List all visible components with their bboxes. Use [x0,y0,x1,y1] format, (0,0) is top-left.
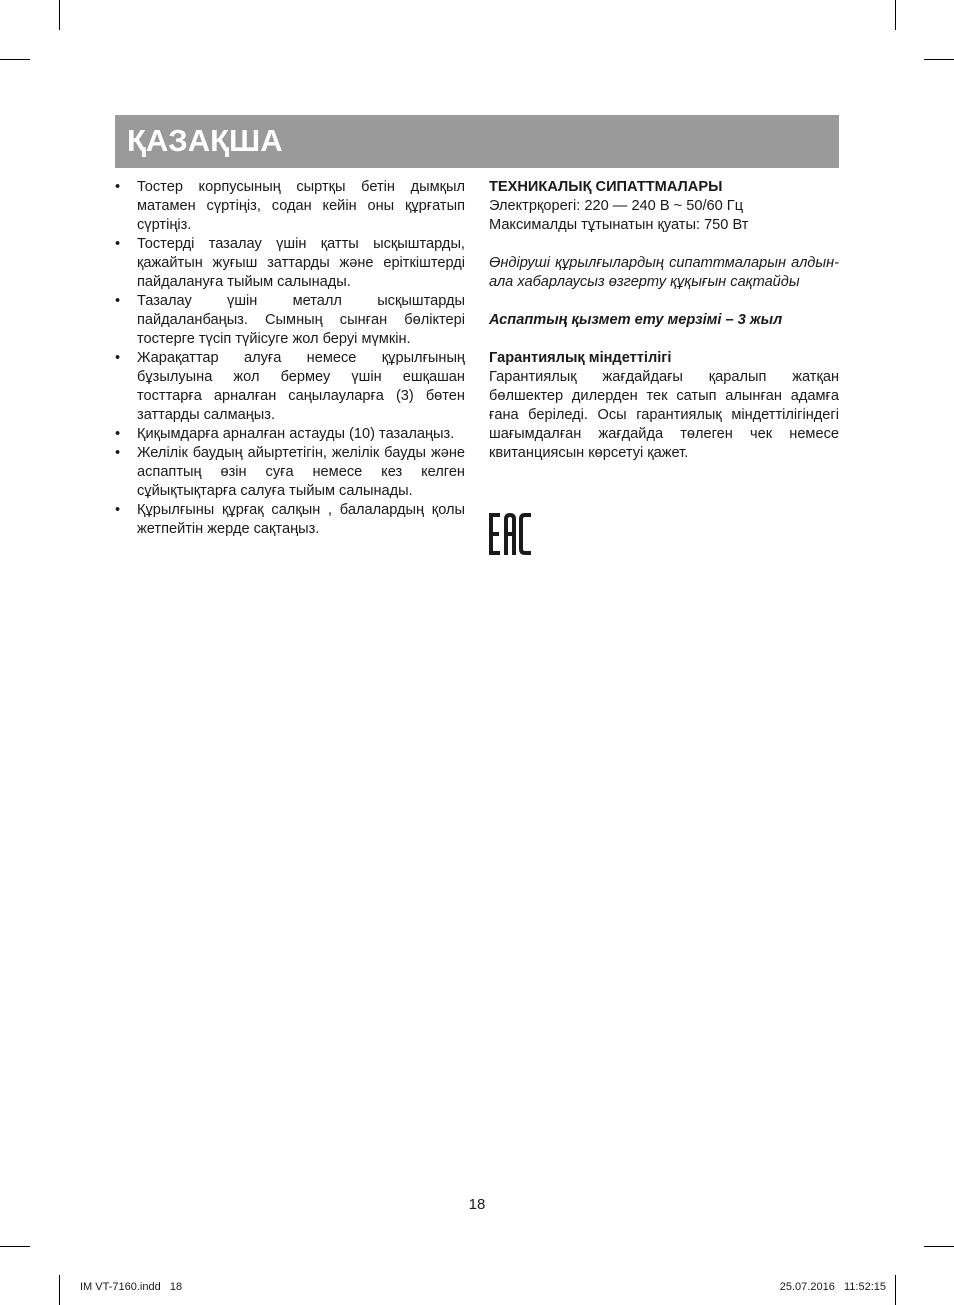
crop-mark-right-bottom [924,1246,954,1247]
cleaning-instructions-list [115,178,465,539]
crop-mark-left-top [0,59,30,60]
file-info: IM VT-7160.indd 18 [80,1281,183,1293]
right-column [489,178,839,463]
crop-mark-top-right [895,0,896,30]
bullet-icon: • [115,445,121,461]
bullet-icon: • [115,179,121,195]
bullet-icon: • [115,350,121,366]
page-number: 18 [468,1196,486,1213]
bullet-icon: • [115,293,121,309]
list-item: • Тостерді тазалау үшін қатты ысқыштарды, қажайтын жуғыш заттарды және еріткіштерді пайдалануға тыйым салынады. [115,236,465,290]
warranty-title: Гарантиялық міндеттілігі [489,350,672,366]
bullet-icon: • [115,426,121,442]
print-timestamp: 25.07.2016 11:52:15 [779,1281,886,1293]
list-item: • Желілік баудың айыртетігін, желілік бауды және аспаптың өзін суға немесе кез келген сұйықтықтарға салуға тыйым салынады. [115,445,465,499]
language-header-bar [115,115,839,168]
list-item: • Жарақаттар алуға немесе құрылғының бұзылуына жол бермеу үшін ешқашан тосттарға арналған саңылауларға (3) бөтен заттарды салмаңыз. [115,350,465,423]
eac-mark-icon [489,513,531,555]
language-header-title: ҚАЗАҚША [127,123,283,158]
tech-specs-title: ТЕХНИКАЛЫҚ СИПАТТМАЛАРЫ [489,179,723,195]
crop-mark-top-left [59,0,60,30]
bullet-icon: • [115,502,121,518]
crop-mark-bottom-right [895,1275,896,1305]
list-item: • Қиқымдарға арналған астауды (10) тазалаңыз. [115,426,455,442]
crop-mark-bottom-left [59,1275,60,1305]
service-life-note: Аспаптың қызмет ету мерзімі – 3 жыл [489,312,783,328]
list-item: • Тостер корпусының сыртқы бетін дымқыл матамен сүртіңіз, содан кейін оны құрғатып сүртіңіз. [115,179,465,233]
bullet-icon: • [115,236,121,252]
power-supply-spec: Электрқорегі: 220 — 240 В ~ 50/60 Гц [489,198,744,214]
crop-mark-right-top [924,59,954,60]
warranty-text: Гарантиялық жағдайдағы қаралып жатқан бөлшектер дилерден тек сатып алынған адамға ғана беріледі. Осы гарантиялық міндеттілігіндегі шағымдалған жағдайда төлеген чек немесе квитанциясын көрсетуі қажет. [489,369,839,461]
list-item: • Тазалау үшін металл ысқыштарды пайдаланбаңыз. Сымның сынған бөліктері тостерге түсіп түйісуге жол беруі мүмкін. [115,293,465,347]
list-item: • Құрылғыны құрғақ салқын , балалардың қолы жетпейтін жерде сақтаңыз. [115,502,465,537]
left-column [115,178,465,539]
max-power-spec: Максималды тұтынатын қуаты: 750 Вт [489,217,749,233]
crop-mark-left-bottom [0,1246,30,1247]
manufacturer-note: Өндіруші құрылғылардың сипаттмаларын алдын-ала хабарлаусыз өзгерту құқығын сақтайды [489,255,839,290]
